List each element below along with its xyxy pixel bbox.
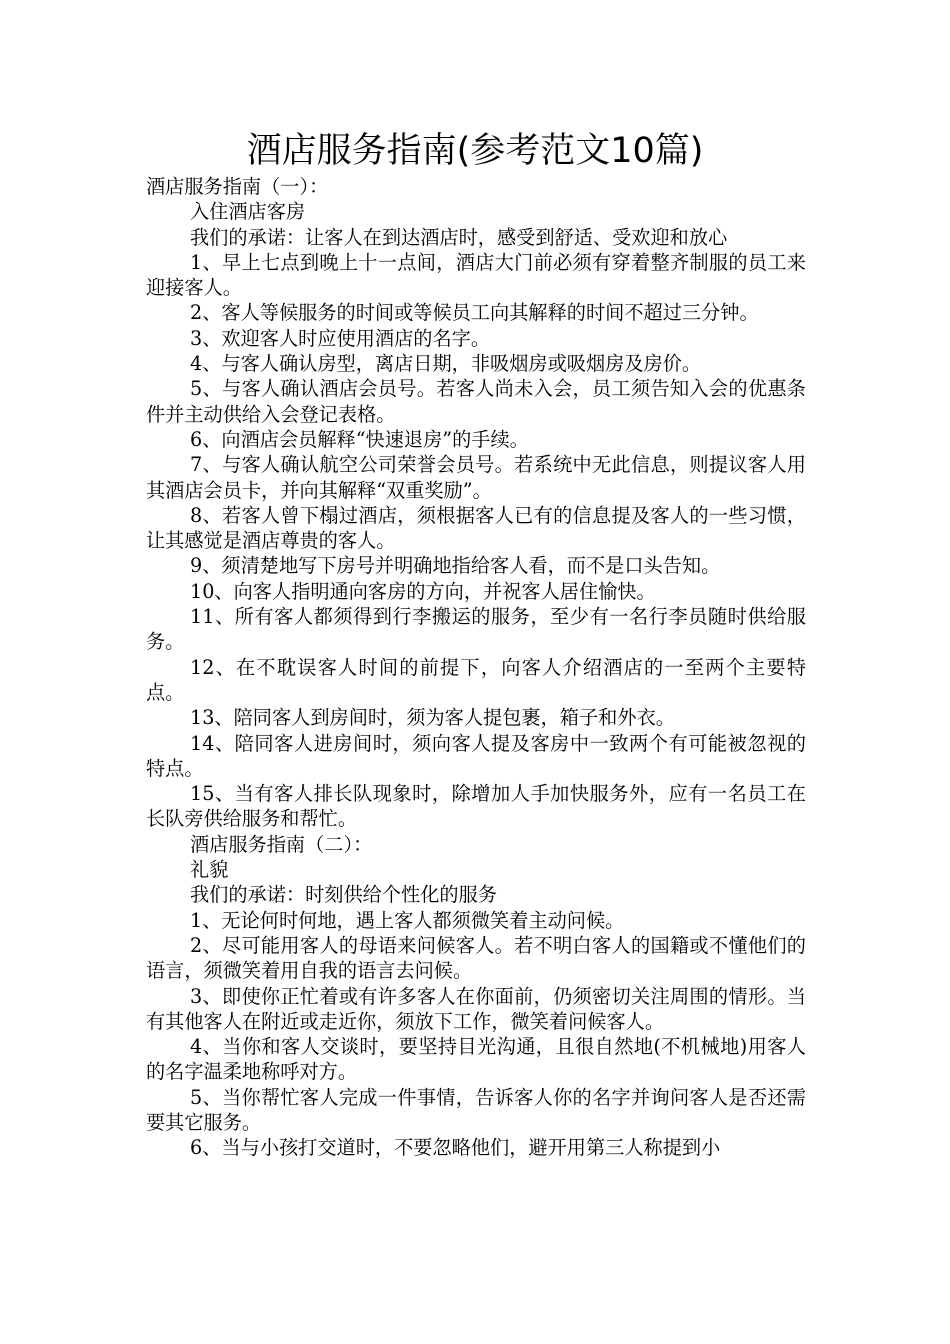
paragraph: 酒店服务指南（二）： [190,832,373,856]
paragraph: 12、在不耽误客人时间的前提下，向客人介绍酒店的一至两个主要特点。 [146,655,806,704]
paragraph: 我们的承诺：时刻供给个性化的服务 [190,883,497,907]
paragraph: 4、与客人确认房型，离店日期，非吸烟房或吸烟房及房价。 [190,352,702,376]
paragraph: 1、早上七点到晚上十一点间，酒店大门前必须有穿着整齐制服的员工来迎接客人。 [146,250,806,300]
paragraph: 5、当你帮忙客人完成一件事情，告诉客人你的名字并询问客人是否还需要其它服务。 [146,1085,806,1134]
paragraph: 1、无论何时何地，遇上客人都须微笑着主动问候。 [190,908,625,932]
paragraph: 9、须清楚地写下房号并明确地指给客人看，而不是口头告知。 [190,554,721,578]
paragraph: 14、陪同客人进房间时，须向客人提及客房中一致两个有可能被忽视的特点。 [146,731,806,780]
paragraph: 5、与客人确认酒店会员号。若客人尚未入会，员工须告知入会的优惠条件并主动供给入会登记表格。 [146,377,806,426]
paragraph: 2、尽可能用客人的母语来问候客人。若不明白客人的国籍或不懂他们的语言，须微笑着用自我的语言去问候。 [146,933,806,983]
paragraph: 15、当有客人排长队现象时，除增加人手加快服务外，应有一名员工在长队旁供给服务和帮忙。 [146,782,806,831]
paragraph: 8、若客人曾下榻过酒店，须根据客人已有的信息提及客人的一些习惯，让其感觉是酒店尊贵的客人。 [146,503,806,553]
paragraph: 我们的承诺：让客人在到达酒店时，感受到舒适、受欢迎和放心 [190,225,728,249]
paragraph: 10、向客人指明通向客房的方向，并祝客人居住愉快。 [190,579,656,603]
paragraph: 礼貌 [190,858,229,882]
paragraph: 3、欢迎客人时应使用酒店的名字。 [190,326,491,350]
paragraph: 6、当与小孩打交道时，不要忽略他们，避开用第三人称提到小 [190,1136,721,1160]
paragraph: 13、陪同客人到房间时，须为客人提包裹，箱子和外衣。 [190,706,675,730]
paragraph: 3、即使你正忙着或有许多客人在你面前，仍须密切关注周围的情形。当有其他客人在附近或走近你，须放下工作，微笑着问候客人。 [146,984,806,1033]
paragraph: 酒店服务指南（一）： [146,175,329,198]
paragraph: 6、向酒店会员解释“快速退房”的手续。 [190,427,529,451]
document-body [146,174,806,1161]
paragraph: 4、当你和客人交谈时，要坚持目光沟通，且很自然地(不机械地)用客人的名字温柔地称呼对方。 [146,1035,806,1084]
paragraph: 2、客人等候服务的时间或等候员工向其解释的时间不超过三分钟。 [190,301,759,325]
paragraph: 入住酒店客房 [190,200,306,224]
paragraph: 11、所有客人都须得到行李搬运的服务，至少有一名行李员随时供给服务。 [146,605,806,654]
document-title: 酒店服务指南(参考范文10篇) [246,131,704,171]
paragraph: 7、与客人确认航空公司荣誉会员号。若系统中无此信息，则提议客人用其酒店会员卡，并向其解释“双重奖励”。 [146,453,806,502]
